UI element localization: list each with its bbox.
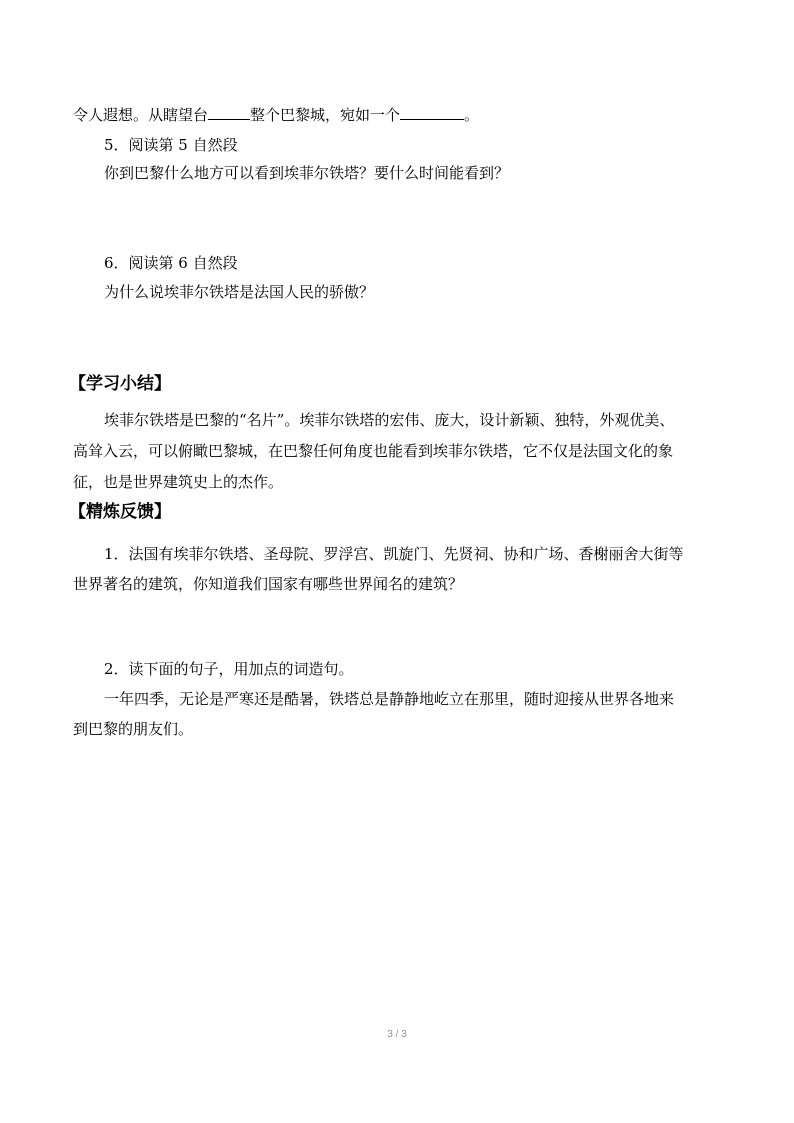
summary-heading: 【学习小结】: [69, 374, 171, 394]
summary-line-1: 埃菲尔铁塔是巴黎的“名片”。埃菲尔铁塔的宏伟、庞大，设计新颖、独特，外观优美、: [104, 411, 675, 429]
practice-q1-line-2: 世界著名的建筑，你知道我们国家有哪些世界闻名的建筑？: [73, 575, 464, 593]
answer-blank-2[interactable]: [400, 104, 464, 120]
answer-blank-1[interactable]: [208, 104, 250, 120]
fill-blank-text-2: 整个巴黎城，宛如一个: [250, 106, 401, 124]
q5-question: 你到巴黎什么地方可以看到埃菲尔铁塔？要什么时间能看到？: [104, 164, 510, 182]
practice-q1-line-1: 1．法国有埃菲尔铁塔、圣母院、罗浮宫、凯旋门、先贤祠、协和广场、香榭丽舍大街等: [104, 545, 684, 563]
fill-blank-line: [73, 104, 479, 125]
q6-question: 为什么说埃菲尔铁塔是法国人民的骄傲？: [104, 283, 375, 301]
summary-line-3: 征，也是世界建筑史上的杰作。: [73, 473, 284, 491]
practice-heading: 【精炼反馈】: [69, 502, 171, 522]
summary-line-2: 高耸入云，可以俯瞰巴黎城，在巴黎任何角度也能看到埃菲尔铁塔，它不仅是法国文化的象: [73, 442, 674, 460]
fill-blank-text-3: 。: [464, 106, 480, 124]
practice-q2-line-1: 一年四季，无论是严寒还是酷暑，铁塔总是静静地屹立在那里，随时迎接从世界各地来: [104, 690, 675, 708]
fill-blank-text-1: 令人遐想。从瞎望台: [73, 106, 209, 124]
practice-q2-title: 2．读下面的句子，用加点的词造句。: [104, 660, 354, 678]
q5-title: 5．阅读第 5 自然段: [104, 136, 238, 154]
page-number: 3 / 3: [387, 1029, 407, 1040]
practice-q2-line-2: 到巴黎的朋友们。: [73, 720, 194, 738]
q6-title: 6．阅读第 6 自然段: [104, 254, 238, 272]
